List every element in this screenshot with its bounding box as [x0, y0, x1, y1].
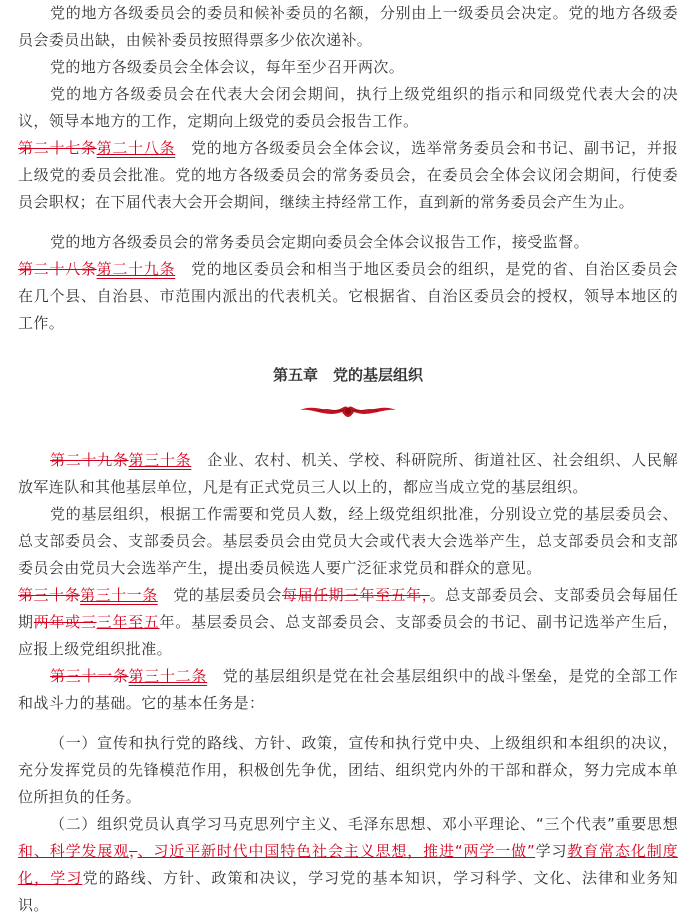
article-31 [18, 582, 678, 663]
task-text: （二）组织党员认真学习马克思列宁主义、毛泽东思想、邓小平理论、“三个代表”重要思想 [50, 815, 678, 833]
paragraph: 党的基层组织，根据工作需要和党员人数，经上级党组织批准，分别设立党的基层委员会、总支部委员会、支部委员会。基层委员会由党员大会或代表大会选举产生，总支部委员会和支部委员会由党员大会选举产生，提出委员候选人要广泛征求党员和群众的意见。 [18, 505, 678, 577]
inserted-text: 教育常态化制度化，学习 [18, 842, 678, 887]
article-text: 党的地方各级委员会全体会议，选举常务委员会和书记、副书记，并报上级党的委员会批准。党的地方各级委员会的常务委员会，在委员会全体会议闭会期间，行使委员会职权；在下届代表大会开会期间，继续主持经常工作，直到新的常务委员会产生为止。 [18, 139, 678, 211]
deleted-text: 两年或三 [33, 613, 97, 631]
article-30 [18, 447, 678, 501]
article-text: 年。基层委员会、总支部委员会、支部委员会的书记、副书记选举产生后，应报上级党组织批准。 [18, 613, 678, 658]
document-body [18, 0, 678, 919]
inserted-article-number: 第二十八条 [96, 139, 176, 157]
red-ribbon-divider-icon [298, 399, 398, 421]
task-item-2 [18, 811, 678, 919]
inserted-article-number: 第三十条 [128, 451, 192, 469]
article-text: 党的基层组织是党在社会基层组织中的战斗堡垒，是党的全部工作和战斗力的基础。它的基本任务是： [18, 667, 678, 712]
inserted-text: 和、科学发展观 [18, 842, 130, 860]
task-text: 党的路线、方针、政策和决议，学习党的基本知识，学习科学、文化、法律和业务知识。 [18, 869, 678, 914]
paragraph: 党的地方各级委员会的常务委员会定期向委员会全体会议报告工作，接受监督。 [50, 233, 590, 251]
inserted-article-number: 第三十一条 [80, 586, 158, 604]
inserted-article-number: 第三十二条 [128, 667, 208, 685]
article-text: 党的基层委员会 [157, 586, 282, 604]
article-text: 企业、农村、机关、学校、科研院所、街道社区、社会组织、人民解放军连队和其他基层单位，凡是有正式党员三人以上的，都应当成立党的基层组织。 [18, 451, 678, 496]
deleted-text: ， [421, 586, 430, 604]
paragraph: 党的地方各级委员会的委员和候补委员的名额，分别由上一级委员会决定。党的地方各级委员会委员出缺，由候补委员按照得票多少依次递补。 [18, 4, 678, 49]
deleted-article-number: 第三十条 [18, 586, 81, 604]
deleted-article-number: 第二十九条 [50, 451, 129, 469]
article-28 [18, 135, 678, 216]
article-29 [18, 256, 678, 337]
inserted-text: 、习近平新时代中国特色社会主义思想，推进“两学一做” [137, 842, 536, 860]
chapter-title: 第五章 党的基层组织 [272, 366, 423, 384]
deleted-article-number: 第二十八条 [18, 260, 97, 278]
article-text: 。总支部委员会、支部委员会每届任期 [18, 586, 678, 631]
article-text: 党的地区委员会和相当于地区委员会的组织，是党的省、自治区委员会在几个县、自治县、市范围内派出的代表机关。它根据省、自治区委员会的授权，领导本地区的工作。 [18, 260, 678, 332]
deleted-article-number: 第三十一条 [50, 667, 129, 685]
paragraph: 党的地方各级委员会全体会议，每年至少召开两次。 [50, 58, 405, 76]
inserted-article-number: 第二十九条 [96, 260, 176, 278]
task-text: 学习 [535, 842, 568, 860]
paragraph: 党的地方各级委员会在代表大会闭会期间，执行上级党组织的指示和同级党代表大会的决议，领导本地方的工作，定期向上级党的委员会报告工作。 [18, 85, 678, 130]
task-item-1: （一）宣传和执行党的路线、方针、政策，宣传和执行党中央、上级组织和本组织的决议，充分发挥党员的先锋模范作用，积极创先争优，团结、组织党内外的干部和群众，努力完成本单位所担负的任务。 [18, 734, 678, 806]
inserted-text: 三年至五 [96, 613, 160, 631]
deleted-article-number: 第二十七条 [18, 139, 97, 157]
deleted-text: ， [129, 842, 138, 860]
deleted-text: 每届任期三年至五年 [281, 586, 422, 604]
article-32 [18, 663, 678, 717]
